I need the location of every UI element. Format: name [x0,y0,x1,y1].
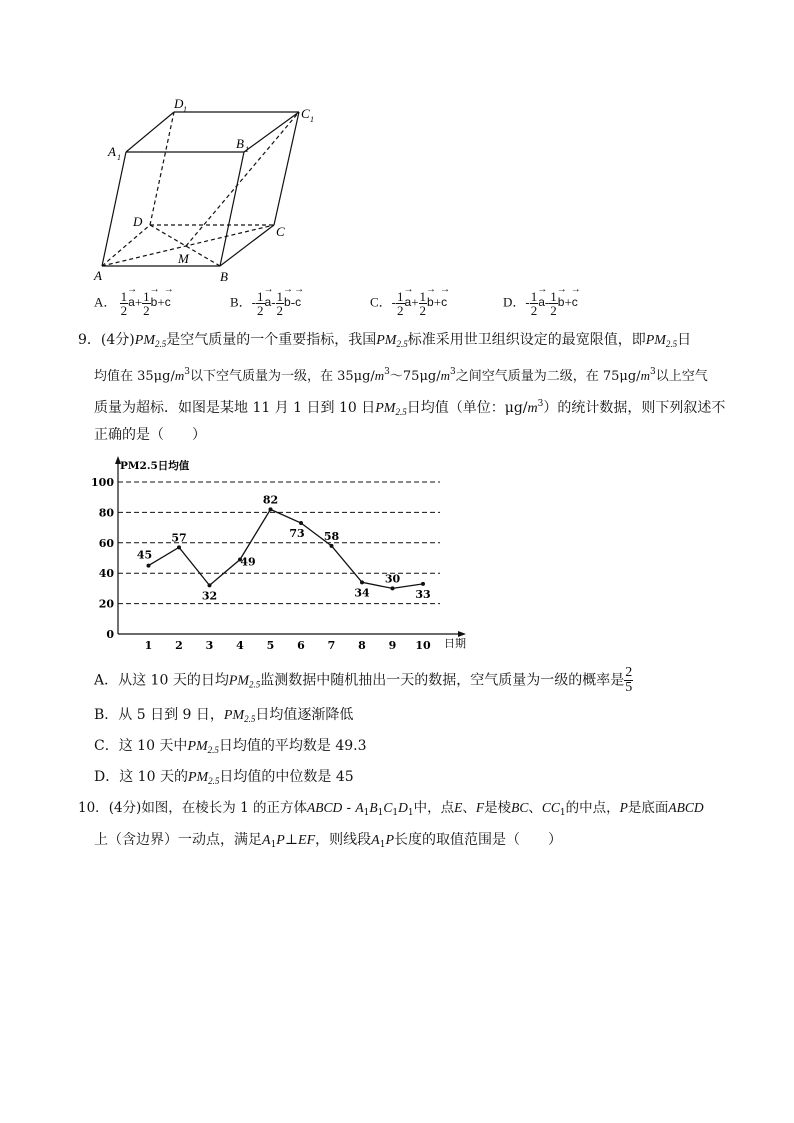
q9-option-c[interactable]: C．这 10 天中$PM_{2.5}$日均值的平均数是 49.3 [94,738,367,755]
x-tick-label: 4 [236,639,244,652]
data-label: 45 [136,548,153,562]
pm25-line-chart [90,455,480,655]
label-C1: C [301,106,310,121]
y-tick-label: 0 [106,628,114,641]
y-tick-label: 80 [98,506,114,520]
data-label: 49 [240,555,256,569]
q9-option-a[interactable]: A．从这 10 天的日均$PM_{2.5}$监测数据中随机抽出一天的数据，空气质量为一级的概率是 $\frac{2}{5}$ [94,665,633,695]
y-tick-label: 60 [98,536,114,550]
x-tick-label: 10 [415,639,431,652]
label-D1: D [174,96,184,111]
data-label: 58 [323,529,340,543]
data-point [269,507,273,511]
data-label: 32 [201,589,218,603]
label-C: C [276,224,285,239]
data-point [208,583,212,587]
data-point [391,586,395,590]
x-tick-label: 1 [144,639,153,652]
x-tick-label: 6 [297,639,305,652]
data-label: 82 [262,493,279,507]
data-point [360,580,364,584]
q8-option-b[interactable]: B．- $\frac{1}{2}$ → a- $\frac{1}{2}$ → b-→ c [230,290,301,317]
q9-line-3: 质量为超标．如图是某地 11 月 1 日到 10 日$PM_{2.5}$日均值（单位：$\mu g/m^3$）的统计数据，则下列叙述不 [94,399,726,417]
q9-option-b[interactable]: B．从 5 日到 9 日，$PM_{2.5}$日均值逐渐降低 [94,707,354,724]
q10-line-1: 10．(4分)如图，在棱长为 1 的正方体ABCD - $A_1B_1C_1D_1$中，点E、F是棱BC、$CC_1$的中点，P是底面ABCD [78,800,704,818]
data-label: 57 [171,531,187,545]
q10-line-2: 上（含边界）一动点，满足$A_1P\perp EF$，则线段$A_1P$长度的取值范围是（ ） [94,832,562,850]
q8-option-a[interactable]: A． $\frac{1}{2}$ → a+ $\frac{1}{2}$ → b+→ c [94,290,171,317]
data-point [421,582,425,586]
x-tick-label: 3 [205,639,214,652]
label-C1-sub: 1 [310,115,314,124]
label-D1-sub: 1 [183,105,187,114]
q9-option-d[interactable]: D．这 10 天的$PM_{2.5}$日均值的中位数是 45 [94,769,354,786]
data-point [330,544,334,548]
x-tick-label: 2 [175,639,183,652]
label-B1-sub: 1 [245,145,249,154]
x-tick-label: 5 [266,639,275,652]
label-A1-sub: 1 [117,153,121,162]
y-axis-label: PM2.5日均值 [120,460,190,472]
x-tick-label: 8 [358,639,366,652]
label-B: B [220,269,228,284]
series-line [149,509,424,588]
q9-line-2: 均值在 $35\mu g/m^3$以下空气质量为一级，在 $35\mu g/m^3\sim 75\mu g/m^3$之间空气质量为二级，在 $75\mu g/m^3$以上空气 [94,367,708,384]
data-point [147,564,151,568]
label-B1: B [236,136,244,151]
x-tick-label: 7 [327,639,336,652]
data-label: 33 [415,587,431,601]
x-axis-label: 日期 [444,637,466,650]
data-point [177,545,181,549]
q8-option-c[interactable]: C．- $\frac{1}{2}$ → a+ $\frac{1}{2}$ → b+→ c [370,290,447,317]
label-M: M [178,251,189,266]
x-tick-label: 9 [388,639,397,652]
q9-line-1: 9．(4分)$PM_{2.5}$是空气质量的一个重要指标，我国$PM_{2.5}$标准采用世卫组织设定的最宽限值，即$PM_{2.5}$日 [78,332,692,349]
q8-option-d[interactable]: D．- $\frac{1}{2}$ → a- $\frac{1}{2}$ → b+→ c [503,290,578,317]
label-A: A [94,268,102,283]
label-A1: A [108,144,116,159]
data-label: 30 [384,572,401,586]
y-tick-label: 20 [98,597,114,611]
y-tick-label: 100 [91,476,114,489]
parallelepiped-figure [88,90,328,290]
data-label: 73 [289,527,305,541]
data-point [299,521,303,525]
label-D: D [133,214,143,229]
data-label: 34 [354,586,370,600]
y-tick-label: 40 [98,567,114,581]
q9-line-4: 正确的是（ ） [94,427,206,443]
